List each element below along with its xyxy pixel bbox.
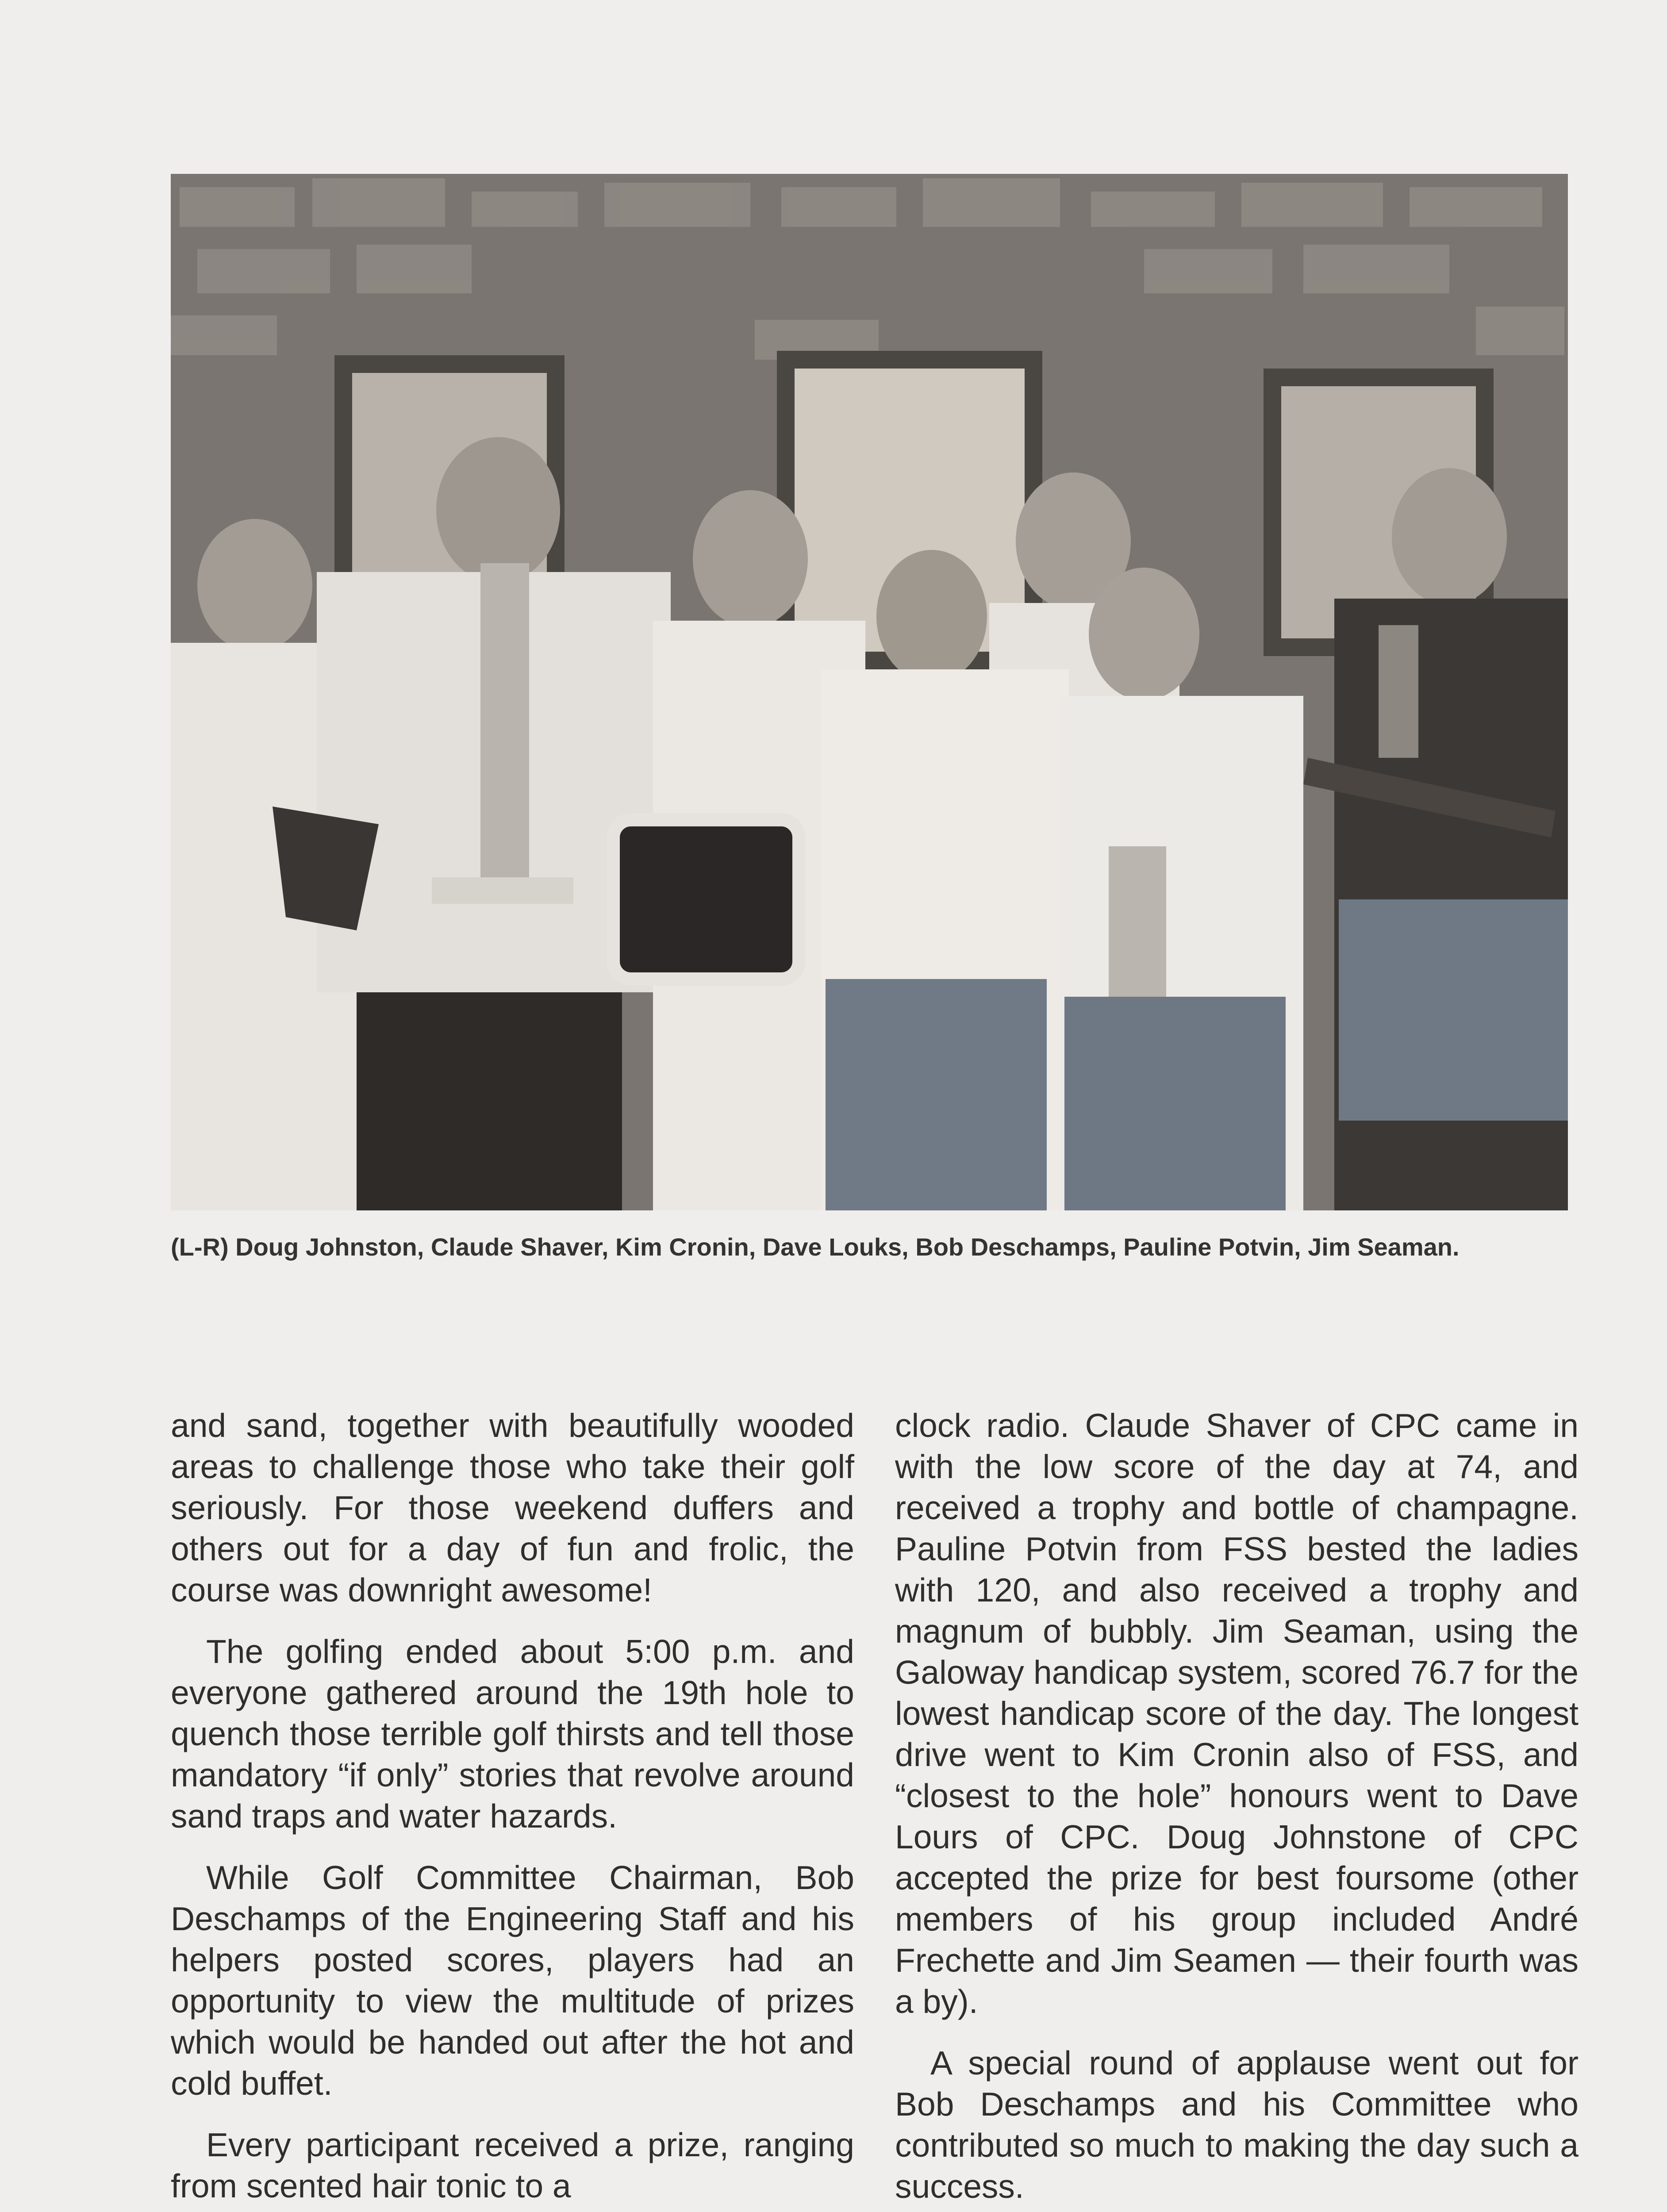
paragraph: clock radio. Claude Shaver of CPC came in with the low score of the day at 74, and received a trophy and bottle of champagne. Pauline Potvin from FSS bested the ladies with 120, and also received a trophy and magnum of bubbly. Jim Seaman, using the Galoway handicap system, scored 76.7 for the lowest handicap score of the day. The longest drive went to Kim Cronin also of FSS, and “closest to the hole” honours went to Dave Lours of CPC. Doug Johnstone of CPC accepted the prize for best foursome (other members of his group included André Frechette and Jim Seamen — their fourth was a by).	[895, 1407, 1579, 2020]
left-column	[171, 1405, 854, 2212]
photo-caption: (L-R) Doug Johnston, Claude Shaver, Kim Cronin, Dave Louks, Bob Deschamps, Pauline Potvin, Jim Seaman.	[171, 1233, 1460, 1261]
paragraph: A special round of applause went out for Bob Deschamps and his Committee who contributed so much to making the day such a success.	[895, 2044, 1579, 2205]
paragraph: While Golf Committee Chairman, Bob Deschamps of the Engineering Staff and his helpers posted scores, players had an opportunity to view the multitude of prizes which would be handed out after the hot and cold buffet.	[171, 1859, 854, 2102]
group-photo-illustration	[171, 174, 1568, 1210]
right-column	[895, 1405, 1579, 2212]
paragraph: and sand, together with beautifully wooded areas to challenge those who take their golf seriously. For those weekend duffers and others out for a day of fun and frolic, the course was downright awesome!	[171, 1407, 854, 1609]
paragraph: The golfing ended about 5:00 p.m. and everyone gathered around the 19th hole to quench those terrible golf thirsts and tell those mandatory “if only” stories that revolve around sand traps and water hazards.	[171, 1633, 854, 1835]
paragraph: Every participant received a prize, ranging from scented hair tonic to a	[171, 2126, 854, 2204]
group-photo	[171, 174, 1568, 1210]
